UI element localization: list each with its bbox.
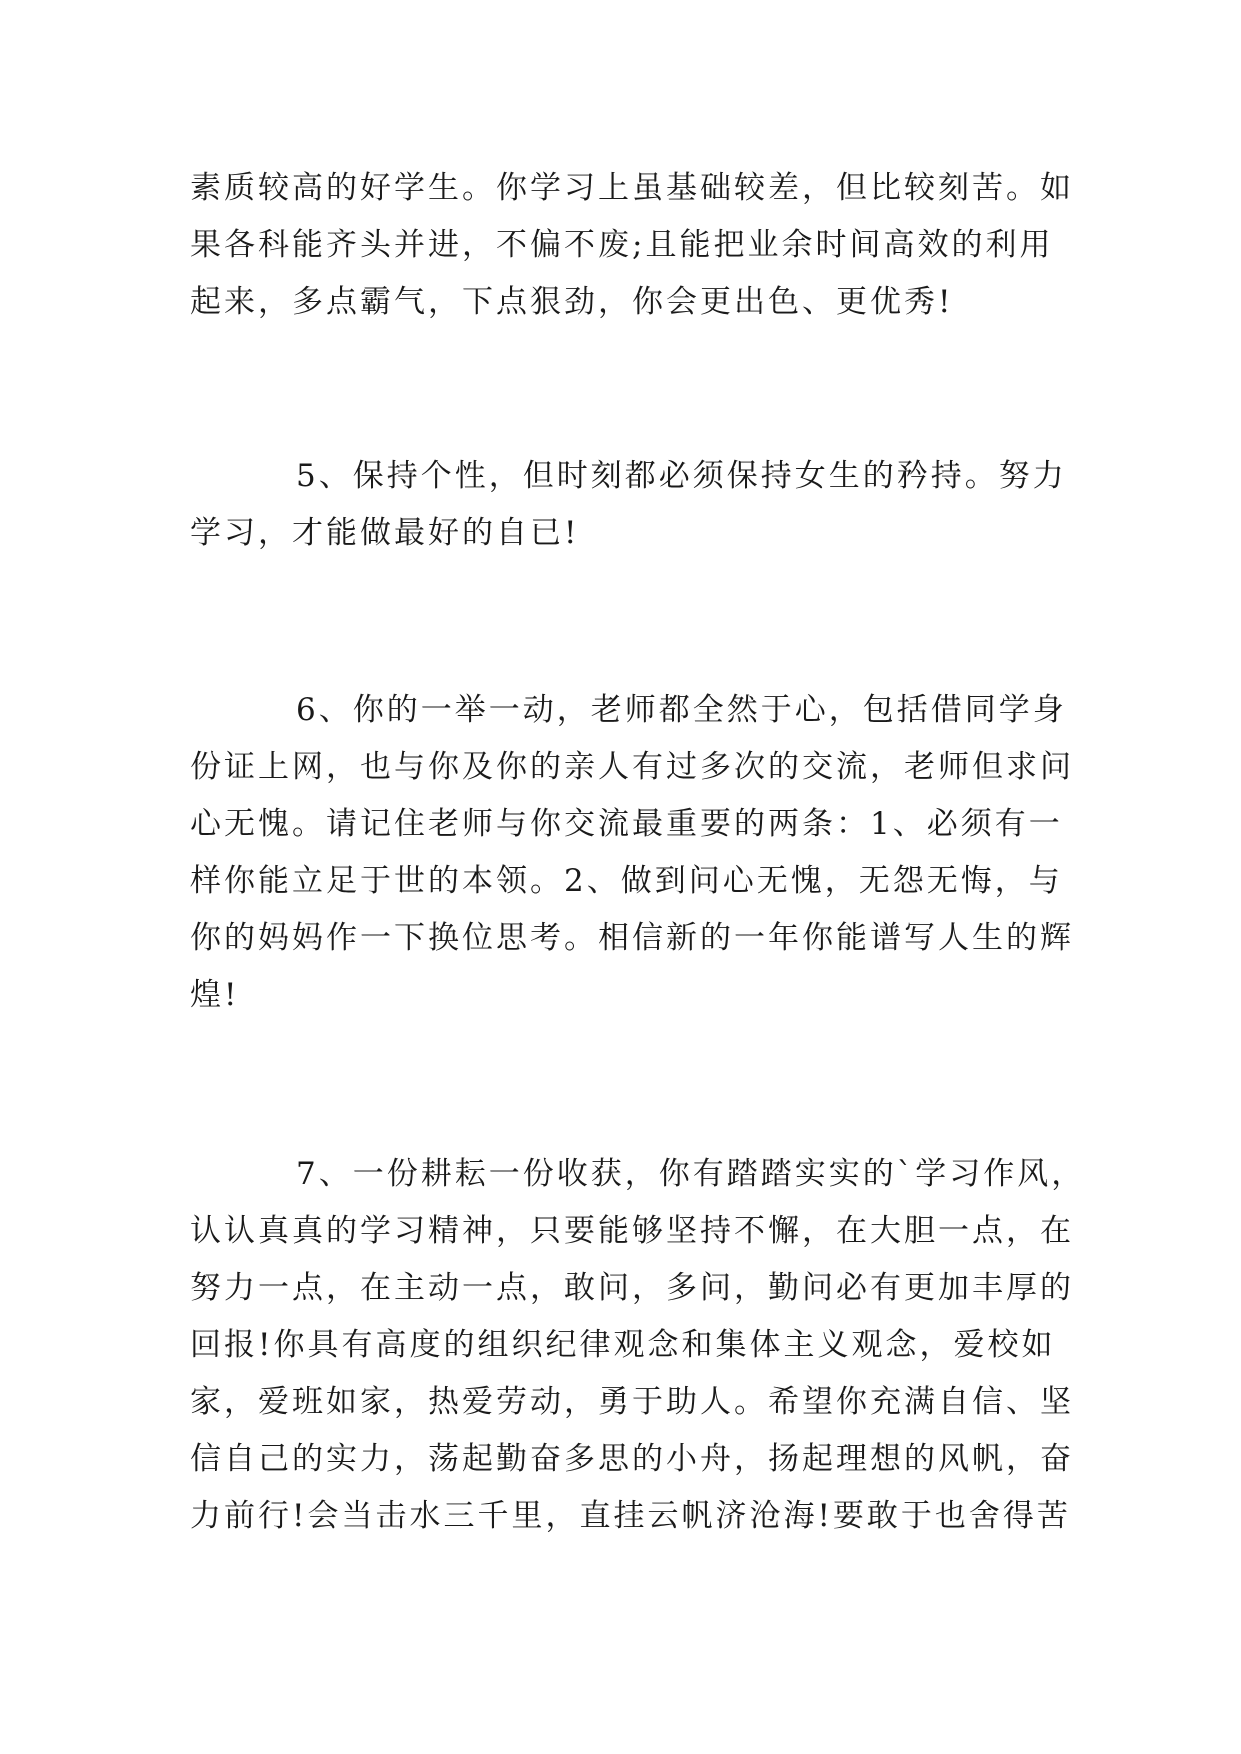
paragraph-comment-5 (190, 448, 1070, 562)
text-line: 心无愧。请记住老师与你交流最重要的两条：1、必须有一 (190, 806, 1063, 842)
text-line: 努力一点，在主动一点，敢问，多问，勤问必有更加丰厚的 (190, 1270, 1074, 1306)
paragraph-comment-7 (190, 1146, 1086, 1545)
text-line: 学习，才能做最好的自已! (190, 515, 580, 551)
text-line: 煌! (190, 977, 240, 1013)
text-line: 5、保持个性，但时刻都必须保持女生的矜持。努力 (296, 458, 1067, 494)
text-line: 家，爱班如家，热爱劳动，勇于助人。希望你充满自信、坚 (190, 1384, 1074, 1420)
text-line: 你的妈妈作一下换位思考。相信新的一年你能谱写人生的辉 (190, 920, 1074, 956)
text-line: 果各科能齐头并进，不偏不废;且能把业余时间高效的利用 (190, 227, 1054, 263)
text-line: 份证上网，也与你及你的亲人有过多次的交流，老师但求问 (190, 749, 1074, 785)
text-line: 认认真真的学习精神，只要能够坚持不懈，在大胆一点，在 (190, 1213, 1074, 1249)
text-line: 力前行!会当击水三千里，直挂云帆济沧海!要敢于也舍得苦 (190, 1498, 1071, 1534)
text-line: 素质较高的好学生。你学习上虽基础较差，但比较刻苦。如 (190, 170, 1074, 206)
paragraph-continued-comment (190, 160, 1074, 331)
text-line: 起来，多点霸气，下点狠劲，你会更出色、更优秀! (190, 284, 954, 320)
text-line: 样你能立足于世的本领。2、做到问心无愧，无怨无悔，与 (190, 863, 1063, 899)
text-line: 信自己的实力，荡起勤奋多思的小舟，扬起理想的风帆，奋 (190, 1441, 1074, 1477)
paragraph-comment-6 (190, 682, 1074, 1024)
text-line: 回报!你具有高度的组织纪律观念和集体主义观念，爱校如 (190, 1327, 1056, 1363)
text-line: 7、一份耕耘一份收获，你有踏踏实实的`学习作风， (296, 1156, 1086, 1192)
text-line: 6、你的一举一动，老师都全然于心，包括借同学身 (296, 692, 1067, 728)
